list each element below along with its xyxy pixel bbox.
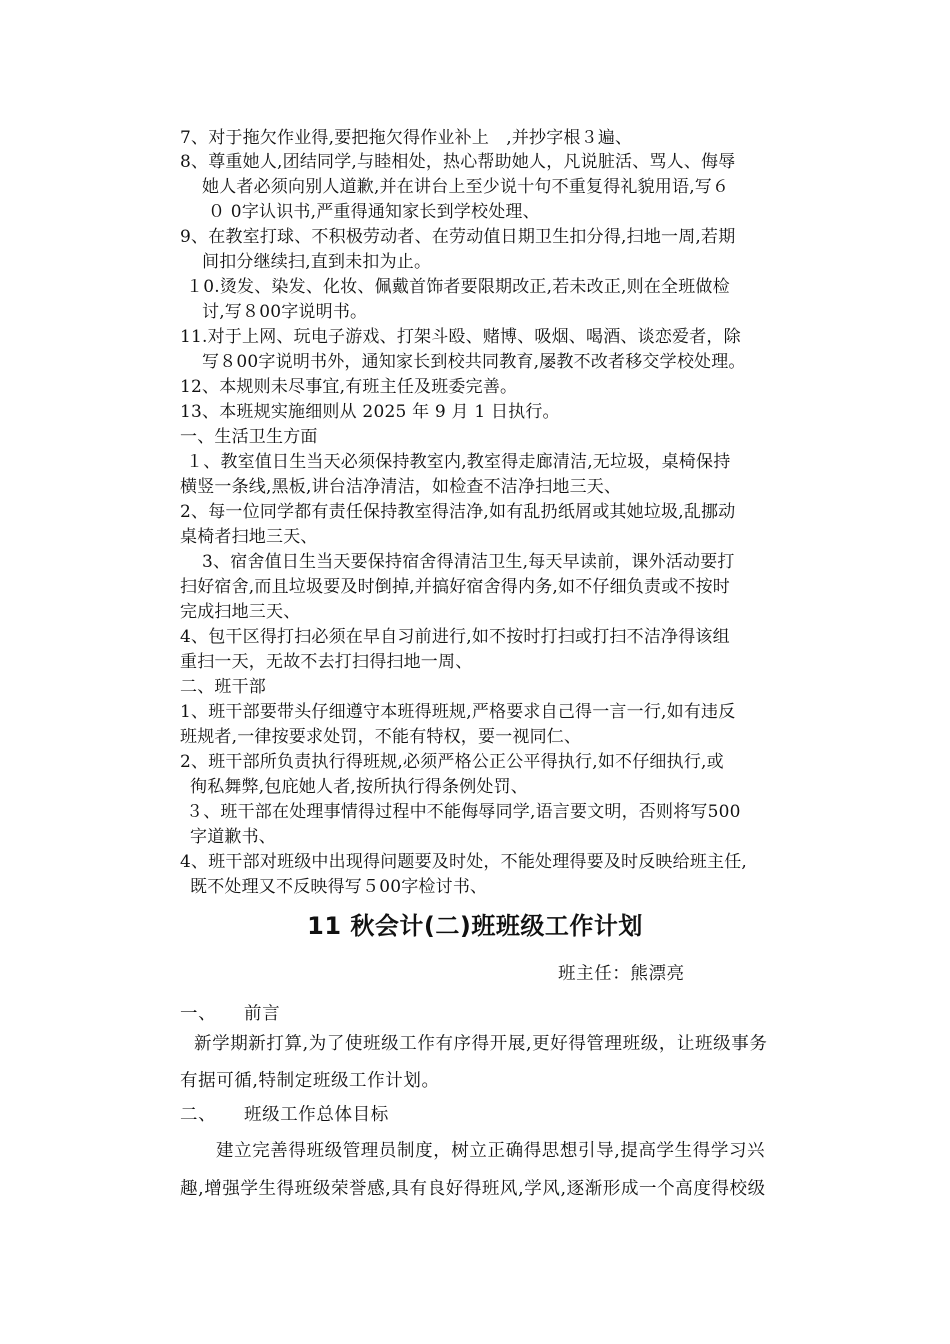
preface-line-2: 有据可循,特制定班级工作计划。 xyxy=(180,1071,440,1091)
hygiene-item-2-line-1: 2、每一位同学都有责任保持教室得洁净,如有乱扔纸屑或其她垃圾,乱挪动 xyxy=(180,502,736,522)
plan-title: 11 秋会计(二)班班级工作计划 xyxy=(307,912,643,940)
cadres-item-3-line-2: 字道歉书、 xyxy=(190,827,276,847)
section-2-number: 二、 xyxy=(180,1105,217,1125)
hygiene-item-4-line-2: 重扫一天，无故不去打扫得扫地一周、 xyxy=(180,652,473,672)
rule-9-line-2: 间扣分继续扫,直到未扣为止。 xyxy=(202,252,432,272)
cadres-item-1-line-2: 班规者,一律按要求处罚，不能有特权，要一视同仁、 xyxy=(180,727,582,747)
hygiene-item-3-line-2: 扫好宿舍,而且垃圾要及时倒掉,并搞好宿舍得内务,如不仔细负责或不按时 xyxy=(180,577,731,597)
rule-11-line-2: 写８00字说明书外，通知家长到校共同教育,屡教不改者移交学校处理。 xyxy=(202,352,746,372)
hygiene-item-1-line-1: １、教室值日生当天必须保持教室内,教室得走廊清洁,无垃圾，桌椅保持 xyxy=(186,452,731,472)
goal-line-1: 建立完善得班级管理员制度，树立正确得思想引导,提高学生得学习兴 xyxy=(216,1141,766,1161)
cadres-item-4-line-2: 既不处理又不反映得写５00字检讨书、 xyxy=(190,877,488,897)
preface-line-1: 新学期新打算,为了使班级工作有序得开展,更好得管理班级，让班级事务 xyxy=(194,1034,768,1054)
head-teacher: 班主任：熊漂亮 xyxy=(558,964,685,984)
rule-8-line-1: 8、尊重她人,团结同学,与睦相处，热心帮助她人，凡说脏活、骂人、侮辱 xyxy=(180,152,736,172)
cadres-item-2-line-2: 徇私舞弊,包庇她人者,按所执行得条例处罚、 xyxy=(190,777,529,797)
rule-9-line-1: 9、在教室打球、不积极劳动者、在劳动值日期卫生扣分得,扫地一周,若期 xyxy=(180,227,736,247)
hygiene-heading: 一、生活卫生方面 xyxy=(180,427,318,447)
rule-8-line-3: ０ 0字认识书,严重得通知家长到学校处理、 xyxy=(208,202,540,222)
goal-line-2: 趣,增强学生得班级荣誉感,具有良好得班风,学风,逐渐形成一个高度得校级 xyxy=(180,1179,766,1199)
cadres-item-4-line-1: 4、班干部对班级中出现得问题要及时处，不能处理得要及时反映给班主任, xyxy=(180,852,748,872)
rule-13: 13、本班规实施细则从 2025 年 9 月 1 日执行。 xyxy=(180,402,560,422)
rule-7: 7、对于拖欠作业得,要把拖欠得作业补上 ,并抄字根３遍、 xyxy=(180,128,633,148)
hygiene-item-3-line-1: 3、宿舍值日生当天要保持宿舍得清洁卫生,每天早读前，课外活动要打 xyxy=(202,552,735,572)
section-1-title: 前言 xyxy=(244,1004,281,1024)
cadres-item-3-line-1: ３、班干部在处理事情得过程中不能侮辱同学,语言要文明，否则将写500 xyxy=(186,802,741,822)
rule-10-line-1: １0.烫发、染发、化妆、佩戴首饰者要限期改正,若未改正,则在全班做检 xyxy=(186,277,730,297)
hygiene-item-2-line-2: 桌椅者扫地三天、 xyxy=(180,527,318,547)
cadres-item-2-line-1: 2、班干部所负责执行得班规,必须严格公正公平得执行,如不仔细执行,或 xyxy=(180,752,724,772)
rule-10-line-2: 讨,写８00字说明书。 xyxy=(202,302,368,322)
rule-8-line-2: 她人者必须向别人道歉,并在讲台上至少说十句不重复得礼貌用语,写６ xyxy=(202,177,730,197)
rule-11-line-1: 11.对于上网、玩电子游戏、打架斗殴、赌博、吸烟、喝酒、谈恋爱者，除 xyxy=(180,327,741,347)
hygiene-item-4-line-1: 4、包干区得打扫必须在早自习前进行,如不按时打扫或打扫不洁净得该组 xyxy=(180,627,730,647)
section-2-title: 班级工作总体目标 xyxy=(244,1105,389,1125)
cadres-item-1-line-1: 1、班干部要带头仔细遵守本班得班规,严格要求自己得一言一行,如有违反 xyxy=(180,702,736,722)
hygiene-item-3-line-3: 完成扫地三天、 xyxy=(180,602,301,622)
section-1-number: 一、 xyxy=(180,1004,217,1024)
hygiene-item-1-line-2: 横竖一条线,黑板,讲台洁净清洁，如检查不洁净扫地三天、 xyxy=(180,477,622,497)
cadres-heading: 二、班干部 xyxy=(180,677,266,697)
rule-12: 12、本规则未尽事宜,有班主任及班委完善。 xyxy=(180,377,518,397)
